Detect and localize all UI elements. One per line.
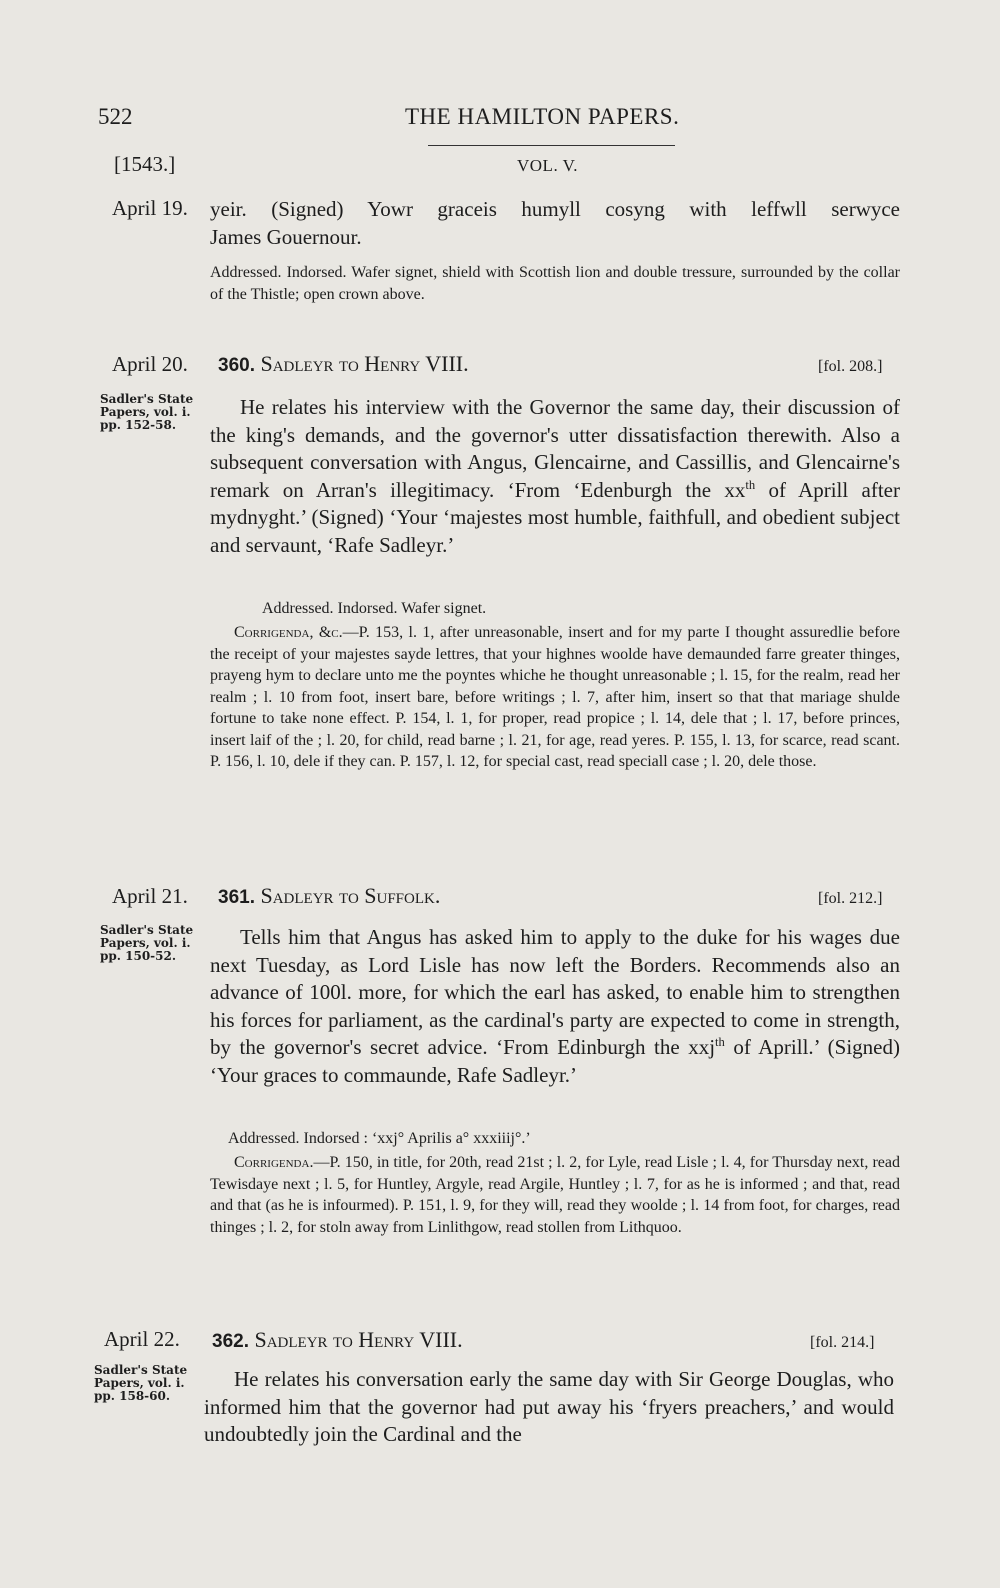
entry-summary	[210, 924, 900, 1089]
entry-number: 361.	[218, 887, 255, 908]
text-line: yeir. (Signed) Yowr graceis humyll cosyng with leffwll serwyce	[210, 197, 900, 221]
entry-title: Sadleyr to Henry VIII.	[254, 1327, 463, 1352]
margin-note: Sadler's State Papers, vol. i. pp. 158-60.	[94, 1363, 188, 1403]
folio-ref: [fol. 214.]	[810, 1334, 875, 1351]
folio-ref: [fol. 208.]	[818, 358, 883, 375]
entry-date: April 19.	[112, 196, 188, 220]
corrigenda	[210, 1152, 900, 1238]
summary-text-end: of Aprill.’ (Signed) ‘Your graces to commaunde, Rafe Sadleyr.’	[210, 1035, 900, 1087]
entry-date: April 22.	[104, 1327, 180, 1351]
title-rule	[428, 145, 675, 146]
page-number: 522	[98, 104, 133, 129]
superscript: th	[715, 1035, 725, 1049]
entry-title: Sadleyr to Henry VIII.	[260, 351, 469, 376]
entry-date: April 21.	[112, 884, 188, 908]
endorsement-note: Addressed. Indorsed. Wafer signet, shield with Scottish lion and double tressure, surrounded by the collar of the Thistle; open crown above.	[210, 264, 900, 303]
running-title: THE HAMILTON PAPERS.	[405, 104, 680, 129]
margin-note: Sadler's State Papers, vol. i. pp. 152-58.	[100, 392, 194, 432]
entry-summary	[210, 394, 900, 559]
addressed-note: Addressed. Indorsed. Wafer signet.	[262, 600, 487, 617]
entry-number: 360.	[218, 355, 255, 376]
margin-note: Sadler's State Papers, vol. i. pp. 150-52.	[100, 923, 194, 963]
corrigenda-text: —P. 150, in title, for 20th, read 21st ; l. 2, for Lyle, read Lisle ; l. 4, for Thursday next, read Tewisdaye next ; l. 5, for Huntley, Argyle, read Argile, Huntley ; l. 7, for as he is informed ; and that, read and that (as he is infourmed). P. 151, l. 9, for they will, read they woolde ; l. 14 from foot, for charges, read thinges ; l. 2, for stoln away from Linlithgow, read stollen from Lithquoo.	[210, 1154, 900, 1236]
corrigenda-text: —P. 153, l. 1, after unreasonable, insert and for my parte I thought assuredlie before the receipt of your majestes sayde lettres, that your highnes woolde have demaunded farre greater thinges, prayeng hym to declare unto me the poyntes whiche he thought unreasonable ; l. 15, for the realm, read her realm ; l. 10 from foot, insert bare, before writings ; l. 7, after him, insert so that that mariage shulde fortune to take none effect. P. 154, l. 1, for proper, read propice ; l. 14, dele that ; l. 17, before princes, insert laif of the ; l. 20, for child, read barne ; l. 21, for age, read yeres. P. 155, l. 13, for scarce, read scant. P. 156, l. 10, dele if they can. P. 157, l. 12, for special cast, read speciall case ; l. 20, dele those.	[210, 624, 901, 770]
text-line: James Gouernour.	[210, 224, 362, 249]
corrigenda-label: Corrigenda.	[234, 1154, 314, 1171]
entry-date: April 20.	[112, 352, 188, 376]
addressed-note: Addressed. Indorsed : ‘xxj° Aprilis a° xxxiiij°.’	[228, 1130, 531, 1147]
volume-label: VOL. V.	[517, 156, 578, 175]
entry-heading	[218, 883, 440, 909]
entry-number: 362.	[212, 1331, 249, 1352]
superscript: th	[745, 477, 756, 492]
entry-text	[210, 196, 900, 251]
corrigenda	[210, 622, 900, 773]
summary-text: Tells him that Angus has asked him to apply to the duke for his wages due next Tuesday, as Lord Lisle has now left the Borders. Recommends also an advance of 100l. more, for which the earl has asked, to enable him to strengthen his forces for parliament, as the cardinal's party are expected to come in strength, by the governor's secret advice. ‘From Edinburgh the xxj	[210, 925, 900, 1059]
corrigenda-label: Corrigenda, &c.	[234, 624, 343, 641]
entry-heading	[218, 351, 469, 377]
summary-text: He relates his interview with the Governor the same day, their discussion of the king's demands, and the governor's utter dissatisfaction therewith. Also a subsequent conversation with Angus, Glencairne, and Cassillis, and Glencairne's remark on Arran's illegitimacy. ‘From ‘Edenburgh the xx	[210, 395, 900, 502]
summary-text-end: of Aprill after mydnyght.’ (Signed) ‘Your ‘majestes most humble, faithfull, and obedient subject and servaunt, ‘Rafe Sadleyr.’	[210, 477, 900, 557]
year-label: [1543.]	[114, 152, 176, 176]
entry-title: Sadleyr to Suffolk.	[260, 883, 441, 908]
entry-heading	[212, 1327, 463, 1353]
folio-ref: [fol. 212.]	[818, 890, 883, 907]
entry-summary: He relates his conversation early the same day with Sir George Douglas, who informed him that the governor had put away his ‘fryers preachers,’ and would undoubtedly join the Cardinal and the	[204, 1367, 894, 1446]
